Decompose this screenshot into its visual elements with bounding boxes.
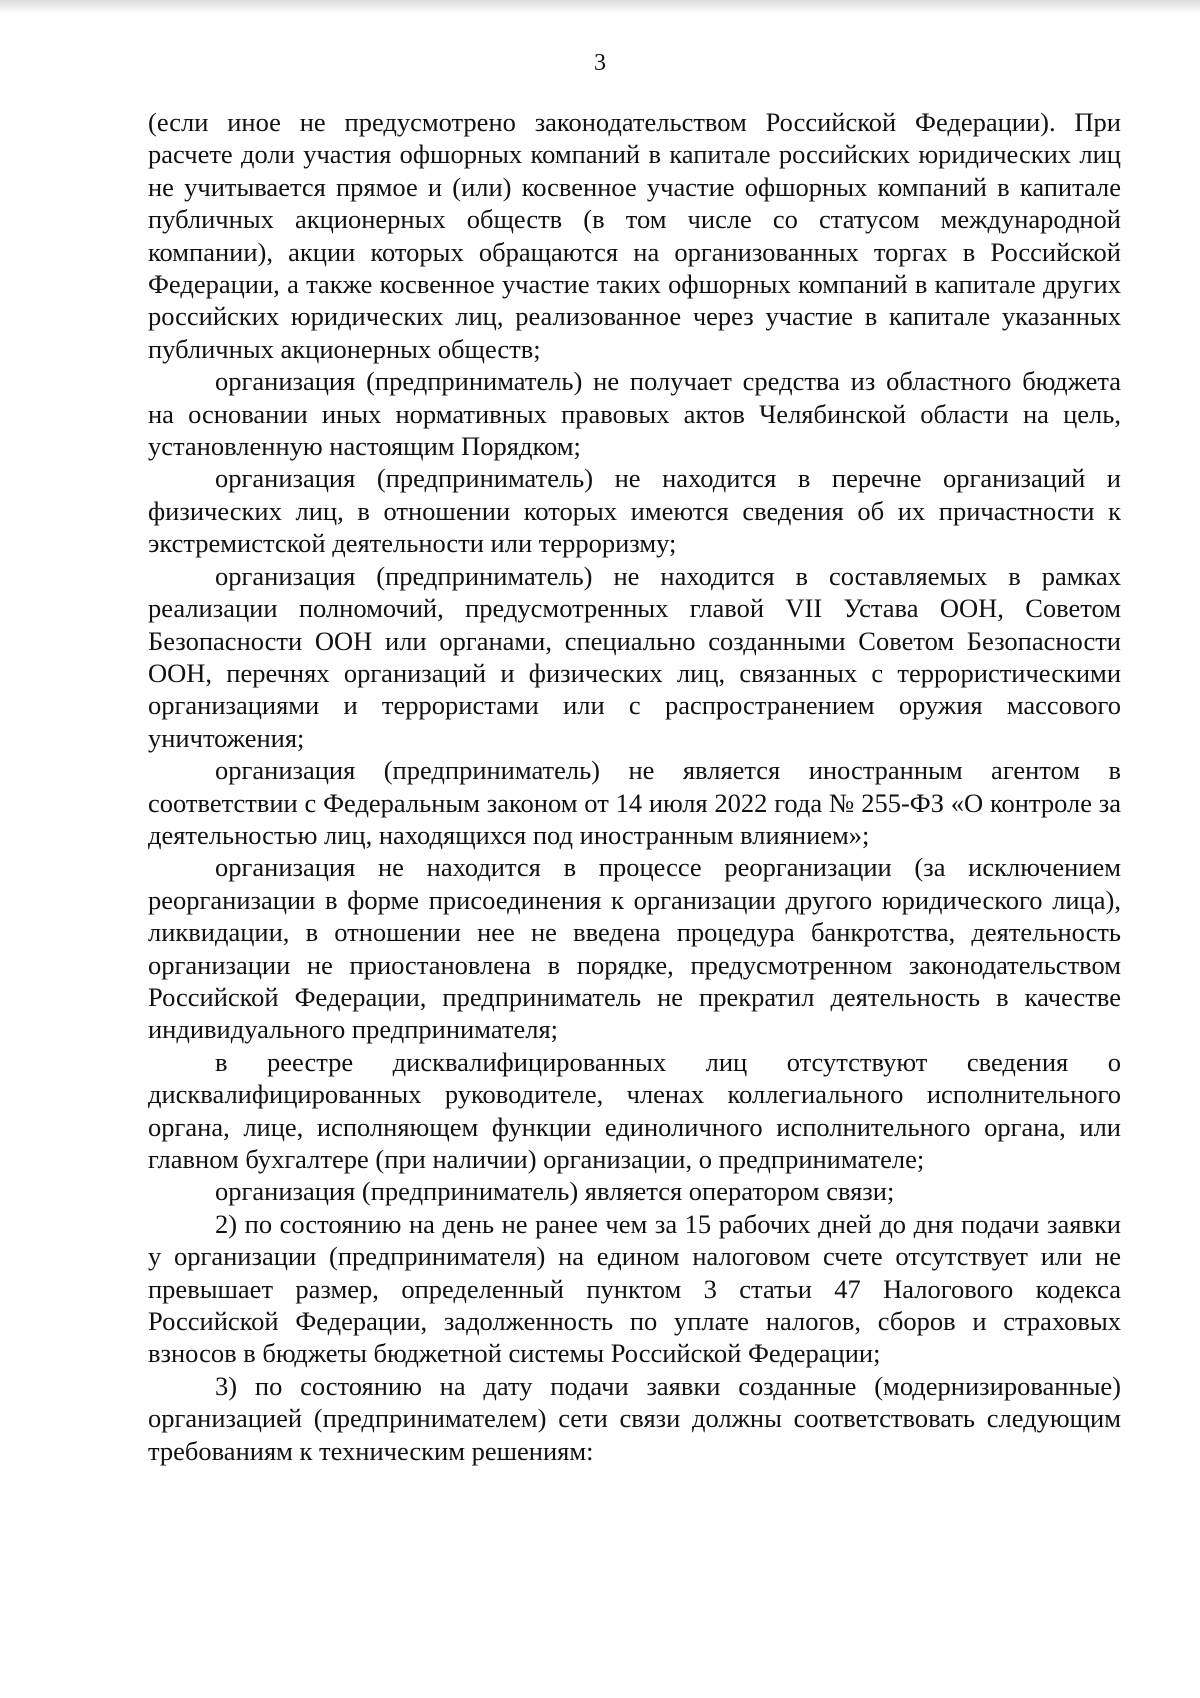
paragraph-technical-requirements: 3) по состоянию на дату подачи заявки созданные (модернизированные) организацией (предпринимателем) сети связи должны соответствовать следующим требованиям к техническим решениям: xyxy=(148,1370,1121,1466)
paragraph-not-foreign-agent: организация (предприниматель) не является иностранным агентом в соответствии с Федеральным законом от 14 июля 2022 года № 255-ФЗ «О контроле за деятельностью лиц, находящихся под иностранным влиянием»; xyxy=(148,755,1121,850)
paragraph-no-regional-funding: организация (предприниматель) не получает средства из областного бюджета на основании иных нормативных правовых актов Челябинской области на цель, установленную настоящим Порядком; xyxy=(148,366,1121,462)
paragraph-telecom-operator: организация (предприниматель) является оператором связи; xyxy=(215,1176,895,1207)
paragraph-not-extremist-list: организация (предприниматель) не находится в перечне организаций и физических лиц, в отношении которых имеются сведения об их причастности к экстремистской деятельности или терроризму; xyxy=(148,463,1121,559)
paragraph-disqualified-registry: в реестре дисквалифицированных лиц отсутствуют сведения о дисквалифицированных руководителе, членах коллегиального исполнительного органа, лице, исполняющем функции единоличного исполнительного органа, или главном бухгалтере (при наличии) организации, о предпринимателе; xyxy=(148,1046,1121,1174)
page-number: 3 xyxy=(594,50,606,76)
paragraph-not-reorganization: организация не находится в процессе реорганизации (за исключением реорганизации в форме присоединения к организации другого юридического лица), ликвидации, в отношении нее не введена процедура банкротства, деятельность организации не приостановлена в порядке, предусмотренном законодательством Российской Федерации, предприниматель не прекратил деятельность в качестве индивидуального предпринимателя; xyxy=(148,852,1121,1045)
paragraph-continuation: (если иное не предусмотрено законодательством Российской Федерации). При расчете доли участия офшорных компаний в капитале российских юридических лиц не учитывается прямое и (или) косвенное участие офшорных компаний в капитале публичных акционерных обществ (в том числе со статусом международной компании), акции которых обращаются на организованных торгах в Российской Федерации, а также косвенное участие таких офшорных компаний в капитале других российских юридических лиц, реализованное через участие в капитале указанных публичных акционерных обществ; xyxy=(148,107,1121,364)
document-body xyxy=(148,106,1121,1467)
paragraph-tax-debt: 2) по состоянию на день не ранее чем за 15 рабочих дней до дня подачи заявки у организации (предпринимателя) на едином налоговом счете отсутствует или не превышает размер, определенный пунктом 3 статьи 47 Налогового кодекса Российской Федерации, задолженность по уплате налогов, сборов и страховых взносов в бюджеты бюджетной системы Российской Федерации; xyxy=(148,1208,1121,1369)
paragraph-not-un-sanctions-list: организация (предприниматель) не находится в составляемых в рамках реализации полномочий, предусмотренных главой VII Устава ООН, Советом Безопасности ООН или органами, специально созданными Советом Безопасности ООН, перечнях организаций и физических лиц, связанных с террористическими организациями и террористами или с распространением оружия массового уничтожения; xyxy=(148,560,1121,753)
